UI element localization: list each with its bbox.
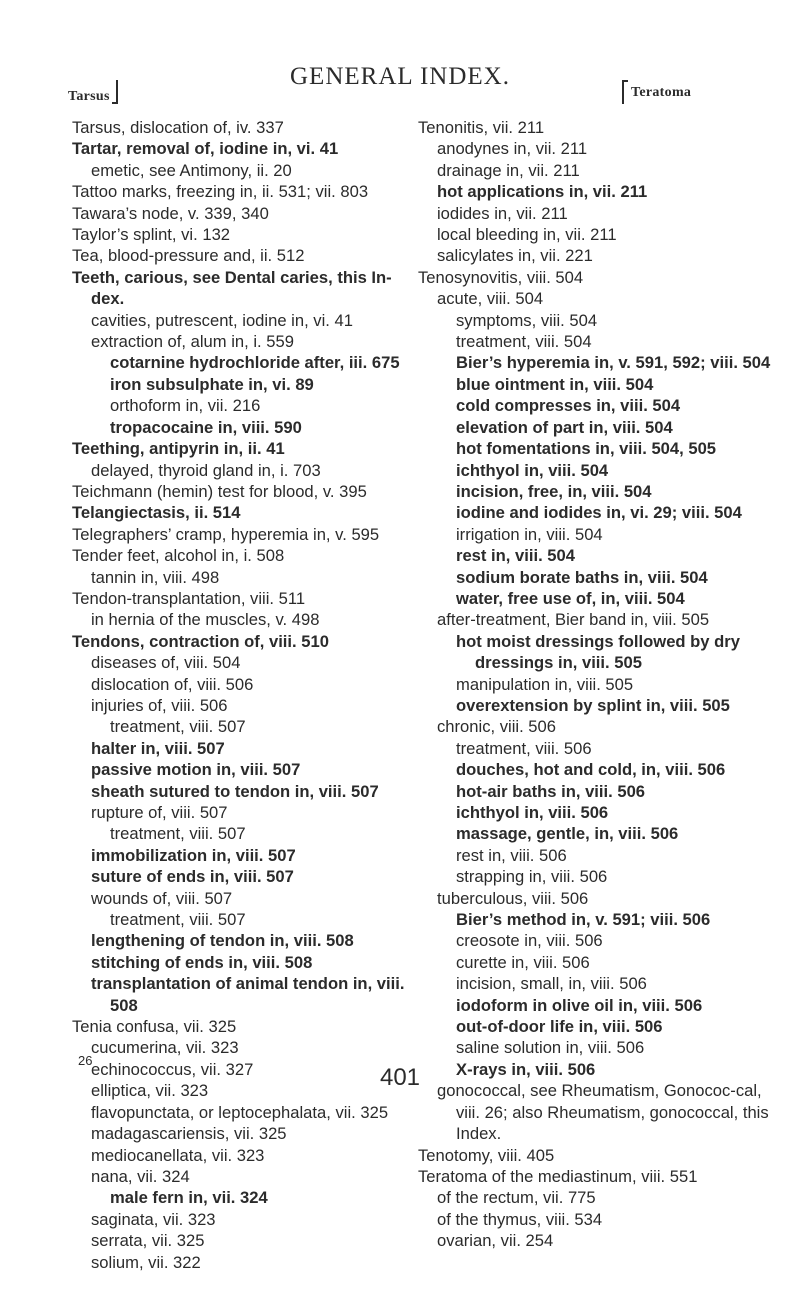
index-entry: Telangiectasis, ii. 514 [72, 503, 241, 523]
index-entry: Teeth, carious, see Dental caries, this In-dex. [72, 267, 392, 309]
index-entry: ichthyol in, viii. 504 [456, 460, 609, 480]
index-entry: Taylor’s splint, vi. 132 [72, 225, 231, 245]
index-entry: madagascariensis, vii. 325 [91, 1124, 287, 1144]
index-entry: sodium borate baths in, viii. 504 [456, 567, 708, 587]
index-entry: Tartar, removal of, iodine in, vi. 41 [72, 139, 339, 159]
index-entry: cold compresses in, viii. 504 [456, 396, 681, 416]
index-entry: male fern in, vii. 324 [110, 1188, 268, 1208]
index-entry: blue ointment in, viii. 504 [456, 374, 654, 394]
index-entry: rest in, viii. 506 [456, 845, 567, 865]
index-entry: Tender feet, alcohol in, i. 508 [72, 546, 285, 566]
index-entry: halter in, viii. 507 [91, 738, 225, 758]
index-entry: cucumerina, vii. 323 [91, 1038, 239, 1058]
index-entry: iodides in, vii. 211 [437, 203, 568, 223]
index-entry: tannin in, viii. 498 [91, 567, 220, 587]
index-entry: Tenonitis, vii. 211 [418, 118, 545, 137]
index-entry: Tendon-transplantation, viii. 511 [72, 588, 306, 608]
index-entry: Teichmann (hemin) test for blood, v. 395 [72, 481, 367, 501]
index-entry: solium, vii. 322 [91, 1252, 201, 1272]
index-entry: gonococcal, see Rheumatism, Gonococ-cal, viii. 26; also Rheumatism, gonococcal, this Index. [437, 1081, 769, 1144]
index-entry: out-of-door life in, viii. 506 [456, 1017, 663, 1037]
index-entry: strapping in, viii. 506 [456, 867, 608, 887]
index-entry: cotarnine hydrochloride after, iii. 675 [110, 353, 400, 373]
index-entry: saline solution in, viii. 506 [456, 1038, 645, 1058]
index-entry: injuries of, viii. 506 [91, 695, 228, 715]
index-entry: orthoform in, vii. 216 [110, 396, 261, 416]
index-entry: hot applications in, vii. 211 [437, 182, 648, 202]
index-entry: treatment, viii. 507 [110, 824, 246, 844]
index-entry: flavopunctata, or leptocephalata, vii. 325 [91, 1102, 389, 1122]
page-title: GENERAL INDEX. [290, 63, 510, 90]
index-entry: treatment, viii. 507 [110, 910, 246, 930]
index-entry: Tenotomy, viii. 405 [418, 1145, 555, 1165]
index-entry: passive motion in, viii. 507 [91, 760, 301, 780]
index-entry: treatment, viii. 506 [456, 738, 592, 758]
index-entry: acute, viii. 504 [437, 289, 544, 309]
index-entry: mediocanellata, vii. 323 [91, 1145, 265, 1165]
index-entry: Tendons, contraction of, viii. 510 [72, 631, 329, 651]
index-entry: Teratoma of the mediastinum, viii. 551 [418, 1166, 698, 1186]
index-entry: salicylates in, vii. 221 [437, 246, 593, 266]
index-entry: drainage in, vii. 211 [437, 160, 580, 180]
index-entry: tuberculous, viii. 506 [437, 888, 589, 908]
index-entry: ovarian, vii. 254 [437, 1231, 554, 1251]
index-entry: anodynes in, vii. 211 [437, 139, 588, 159]
index-entry: emetic, see Antimony, ii. 20 [91, 160, 292, 180]
signature-mark: 26 [78, 1053, 93, 1068]
index-column-left [72, 117, 412, 1273]
index-entry: after-treatment, Bier band in, viii. 505 [437, 610, 710, 630]
index-entry: Tarsus, dislocation of, iv. 337 [72, 118, 284, 137]
running-head-left: Tarsus [68, 80, 118, 105]
index-entry: dislocation of, viii. 506 [91, 674, 254, 694]
index-entry: elliptica, vii. 323 [91, 1081, 209, 1101]
index-entry: hot moist dressings followed by dry dressings in, viii. 505 [456, 631, 740, 673]
index-entry: elevation of part in, viii. 504 [456, 417, 673, 437]
index-entry: cavities, putrescent, iodine in, vi. 41 [91, 310, 353, 330]
index-entry: Tenosynovitis, viii. 504 [418, 267, 584, 287]
index-entry: Bier’s method in, v. 591; viii. 506 [456, 910, 711, 930]
index-entry: iodoform in olive oil in, viii. 506 [456, 995, 703, 1015]
index-entry: of the thymus, viii. 534 [437, 1209, 603, 1229]
index-entry: extraction of, alum in, i. 559 [91, 332, 294, 352]
index-entry: lengthening of tendon in, viii. 508 [91, 931, 354, 951]
index-entry: serrata, vii. 325 [91, 1231, 205, 1251]
index-entry: manipulation in, viii. 505 [456, 674, 634, 694]
index-entry: irrigation in, viii. 504 [456, 524, 603, 544]
index-entry: Tenia confusa, vii. 325 [72, 1017, 237, 1037]
index-entry: Telegraphers’ cramp, hyperemia in, v. 595 [72, 524, 380, 544]
index-entry: of the rectum, vii. 775 [437, 1188, 596, 1208]
index-entry: X-rays in, viii. 506 [456, 1059, 596, 1079]
index-entry: rupture of, viii. 507 [91, 803, 228, 822]
index-entry: delayed, thyroid gland in, i. 703 [91, 460, 321, 480]
index-entry: iron subsulphate in, vi. 89 [110, 374, 314, 394]
page-number: 401 [379, 1064, 421, 1091]
index-entry: ichthyol in, viii. 506 [456, 803, 609, 822]
index-entry: rest in, viii. 504 [456, 546, 575, 566]
index-entry: symptoms, viii. 504 [456, 310, 598, 330]
index-entry: iodine and iodides in, vi. 29; viii. 504 [456, 503, 742, 523]
index-entry: incision, small, in, viii. 506 [456, 974, 647, 994]
index-entry: in hernia of the muscles, v. 498 [91, 610, 320, 630]
index-entry: massage, gentle, in, viii. 506 [456, 824, 679, 844]
index-entry: tropacocaine in, viii. 590 [110, 417, 302, 437]
index-entry: Tea, blood-pressure and, ii. 512 [72, 246, 305, 266]
index-entry: hot fomentations in, viii. 504, 505 [456, 439, 717, 459]
index-entry: incision, free, in, viii. 504 [456, 481, 652, 501]
index-entry: diseases of, viii. 504 [91, 653, 241, 673]
index-entry: creosote in, viii. 506 [456, 931, 603, 951]
index-entry: curette in, viii. 506 [456, 952, 590, 972]
index-entry: chronic, viii. 506 [437, 717, 556, 737]
index-entry: wounds of, viii. 507 [91, 888, 233, 908]
index-entry: Tattoo marks, freezing in, ii. 531; vii. 803 [72, 182, 369, 202]
index-entry: Tawara’s node, v. 339, 340 [72, 203, 269, 223]
index-entry: sheath sutured to tendon in, viii. 507 [91, 781, 379, 801]
index-entry: stitching of ends in, viii. 508 [91, 952, 313, 972]
index-entry: saginata, vii. 323 [91, 1209, 216, 1229]
index-entry: treatment, viii. 507 [110, 717, 246, 737]
index-entry: douches, hot and cold, in, viii. 506 [456, 760, 726, 780]
index-entry: local bleeding in, vii. 211 [437, 225, 617, 245]
index-entry: nana, vii. 324 [91, 1166, 190, 1186]
index-entry: overextension by splint in, viii. 505 [456, 695, 730, 715]
index-entry: immobilization in, viii. 507 [91, 845, 296, 865]
index-entry: hot-air baths in, viii. 506 [456, 781, 646, 801]
index-entry: echinococcus, vii. 327 [91, 1059, 254, 1079]
index-entry: treatment, viii. 504 [456, 332, 592, 352]
index-entry: suture of ends in, viii. 507 [91, 867, 294, 887]
index-entry: transplantation of animal tendon in, viii. 508 [91, 974, 405, 1015]
index-entry: Teething, antipyrin in, ii. 41 [72, 439, 285, 459]
index-entry: Bier’s hyperemia in, v. 591, 592; viii. 504 [456, 353, 771, 373]
running-head-right: Teratoma [622, 80, 691, 104]
index-entry: water, free use of, in, viii. 504 [456, 588, 685, 608]
